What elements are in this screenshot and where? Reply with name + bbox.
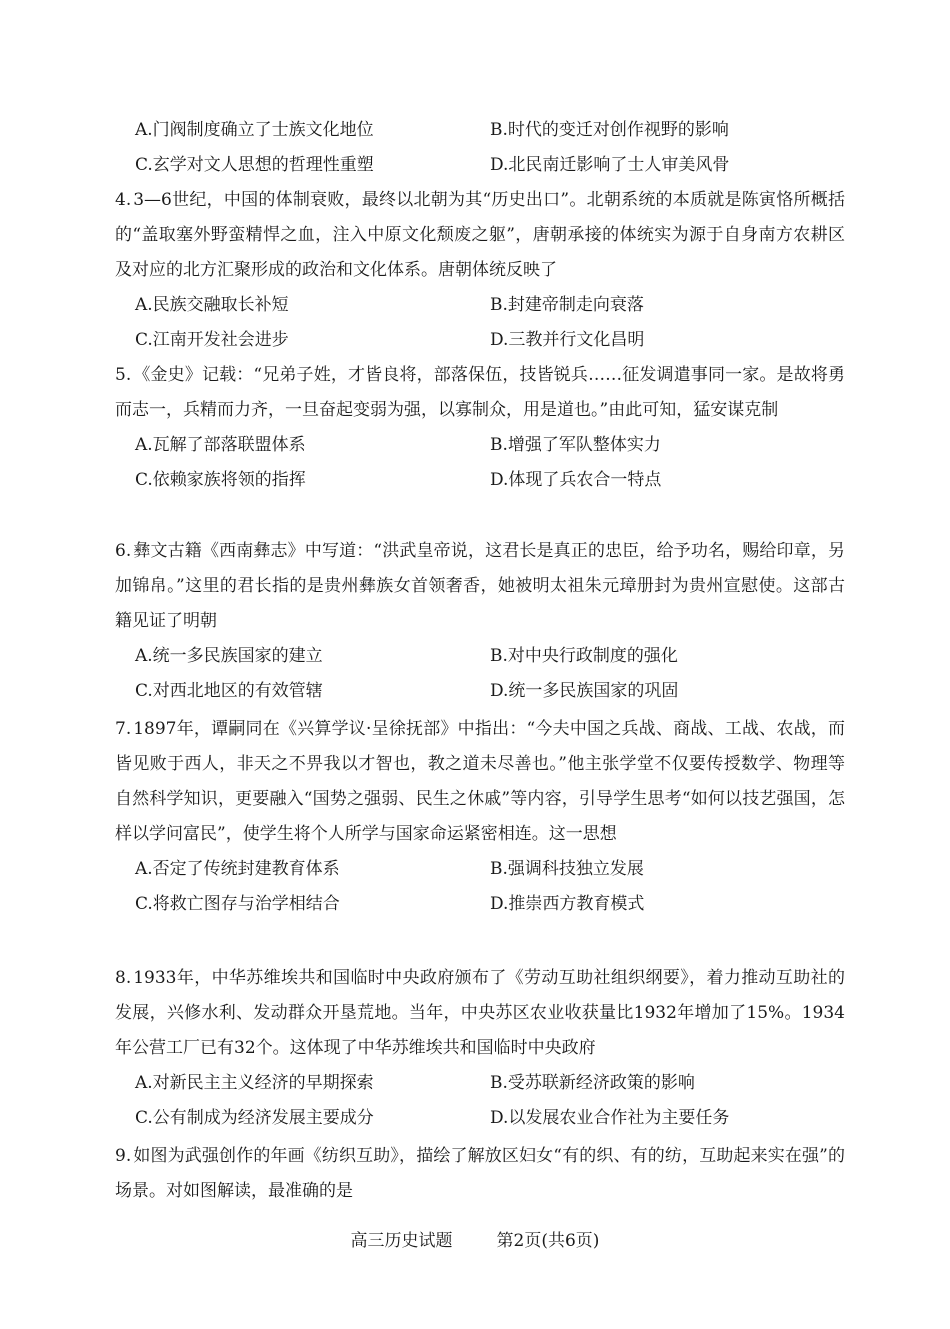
question-number: 9. — [115, 1146, 132, 1166]
question-stem — [115, 183, 845, 288]
options — [115, 1066, 845, 1136]
question-stem — [115, 534, 845, 639]
option-b: B.封建帝制走向衰落 — [490, 295, 644, 315]
question-stem — [115, 358, 845, 428]
option-c: C.对西北地区的有效管辖 — [135, 681, 323, 701]
question-5 — [115, 358, 845, 498]
question-6 — [115, 534, 845, 709]
question-number: 4. — [115, 190, 132, 210]
question-8 — [115, 961, 845, 1136]
stem-text: 1933年，中华苏维埃共和国临时中央政府颁布了《劳动互助社组织纲要》，着力推动互助社的发展，兴修水利、发动群众开垦荒地。当年，中央苏区农业收获量比1932年增加了15%。1934年公营工厂已有32个。这体现了中华苏维埃共和国临时中央政府 — [115, 968, 845, 1058]
options — [115, 639, 845, 709]
page-footer — [0, 1226, 950, 1251]
question-stem — [115, 712, 845, 852]
question-stem — [115, 1139, 845, 1209]
option-c: C.江南开发社会进步 — [135, 330, 289, 350]
question-number: 7. — [115, 719, 132, 739]
option-a: A.统一多民族国家的建立 — [135, 646, 323, 666]
footer-page-number: 第2页(共6页) — [496, 1231, 600, 1251]
option-row — [135, 113, 855, 148]
question-9 — [115, 1139, 845, 1209]
stem-text: 3—6世纪，中国的体制衰败，最终以北朝为其“历史出口”。北朝系统的本质就是陈寅恪所概括的“盖取塞外野蛮精悍之血，注入中原文化颓废之躯”，唐朝承接的体统实为源于自身南方农耕区及对应的北方汇聚形成的政治和文化体系。唐朝体统反映了 — [115, 190, 845, 280]
option-b: B.时代的变迁对创作视野的影响 — [490, 120, 729, 140]
option-b: B.受苏联新经济政策的影响 — [490, 1073, 695, 1093]
option-a: A.民族交融取长补短 — [135, 295, 289, 315]
question-number: 6. — [115, 541, 132, 561]
question-stem — [115, 961, 845, 1066]
option-d: D.推崇西方教育模式 — [490, 894, 645, 914]
options — [115, 288, 845, 358]
option-d: D.以发展农业合作社为主要任务 — [490, 1108, 730, 1128]
option-c: C.将救亡图存与治学相结合 — [135, 894, 340, 914]
option-b: B.强调科技独立发展 — [490, 859, 644, 879]
stem-text: 1897年，谭嗣同在《兴算学议·呈徐抚部》中指出：“今夫中国之兵战、商战、工战、农战，而皆见败于西人，非天之不畀我以才智也，教之道未尽善也。”他主张学堂不仅要传授数学、物理等自然科学知识，更要融入“国势之强弱、民生之休戚”等内容，引导学生思考“如何以技艺强国，怎样以学问富民”，使学生将个人所学与国家命运紧密相连。这一思想 — [115, 719, 845, 844]
option-d: D.体现了兵农合一特点 — [490, 470, 662, 490]
option-row — [135, 148, 855, 183]
stem-text: 如图为武强创作的年画《纺织互助》，描绘了解放区妇女“有的织、有的纺，互助起来实在强”的场景。对如图解读，最准确的是 — [115, 1146, 845, 1201]
footer-subject: 高三历史试题 — [350, 1231, 453, 1251]
options — [115, 428, 845, 498]
option-d: D.统一多民族国家的巩固 — [490, 681, 679, 701]
option-b: B.对中央行政制度的强化 — [490, 646, 678, 666]
stem-text: 《金史》记载：“兄弟子姓，才皆良将，部落保伍，技皆锐兵……征发调遣事同一家。是故将勇而志一，兵精而力齐，一旦奋起变弱为强，以寡制众，用是道也。”由此可知，猛安谋克制 — [115, 365, 845, 420]
question-number: 8. — [115, 968, 132, 988]
option-d: D.三教并行文化昌明 — [490, 330, 645, 350]
question-number: 5. — [115, 365, 132, 385]
option-a: A.门阀制度确立了士族文化地位 — [135, 120, 374, 140]
option-a: A.对新民主主义经济的早期探索 — [135, 1073, 374, 1093]
option-a: A.否定了传统封建教育体系 — [135, 859, 340, 879]
option-b: B.增强了军队整体实力 — [490, 435, 661, 455]
question-4 — [115, 183, 845, 358]
option-d: D.北民南迁影响了士人审美风骨 — [490, 155, 730, 175]
options — [115, 852, 845, 922]
option-a: A.瓦解了部落联盟体系 — [135, 435, 306, 455]
option-c: C.依赖家族将领的指挥 — [135, 470, 306, 490]
stem-text: 彝文古籍《西南彝志》中写道：“洪武皇帝说，这君长是真正的忠臣，给予功名，赐给印章，另加锦帛。”这里的君长指的是贵州彝族女首领奢香，她被明太祖朱元璋册封为贵州宣慰使。这部古籍见证了明朝 — [115, 541, 845, 631]
question-3-options — [135, 113, 855, 183]
option-c: C.玄学对文人思想的哲理性重塑 — [135, 155, 374, 175]
question-7 — [115, 712, 845, 922]
option-c: C.公有制成为经济发展主要成分 — [135, 1108, 374, 1128]
